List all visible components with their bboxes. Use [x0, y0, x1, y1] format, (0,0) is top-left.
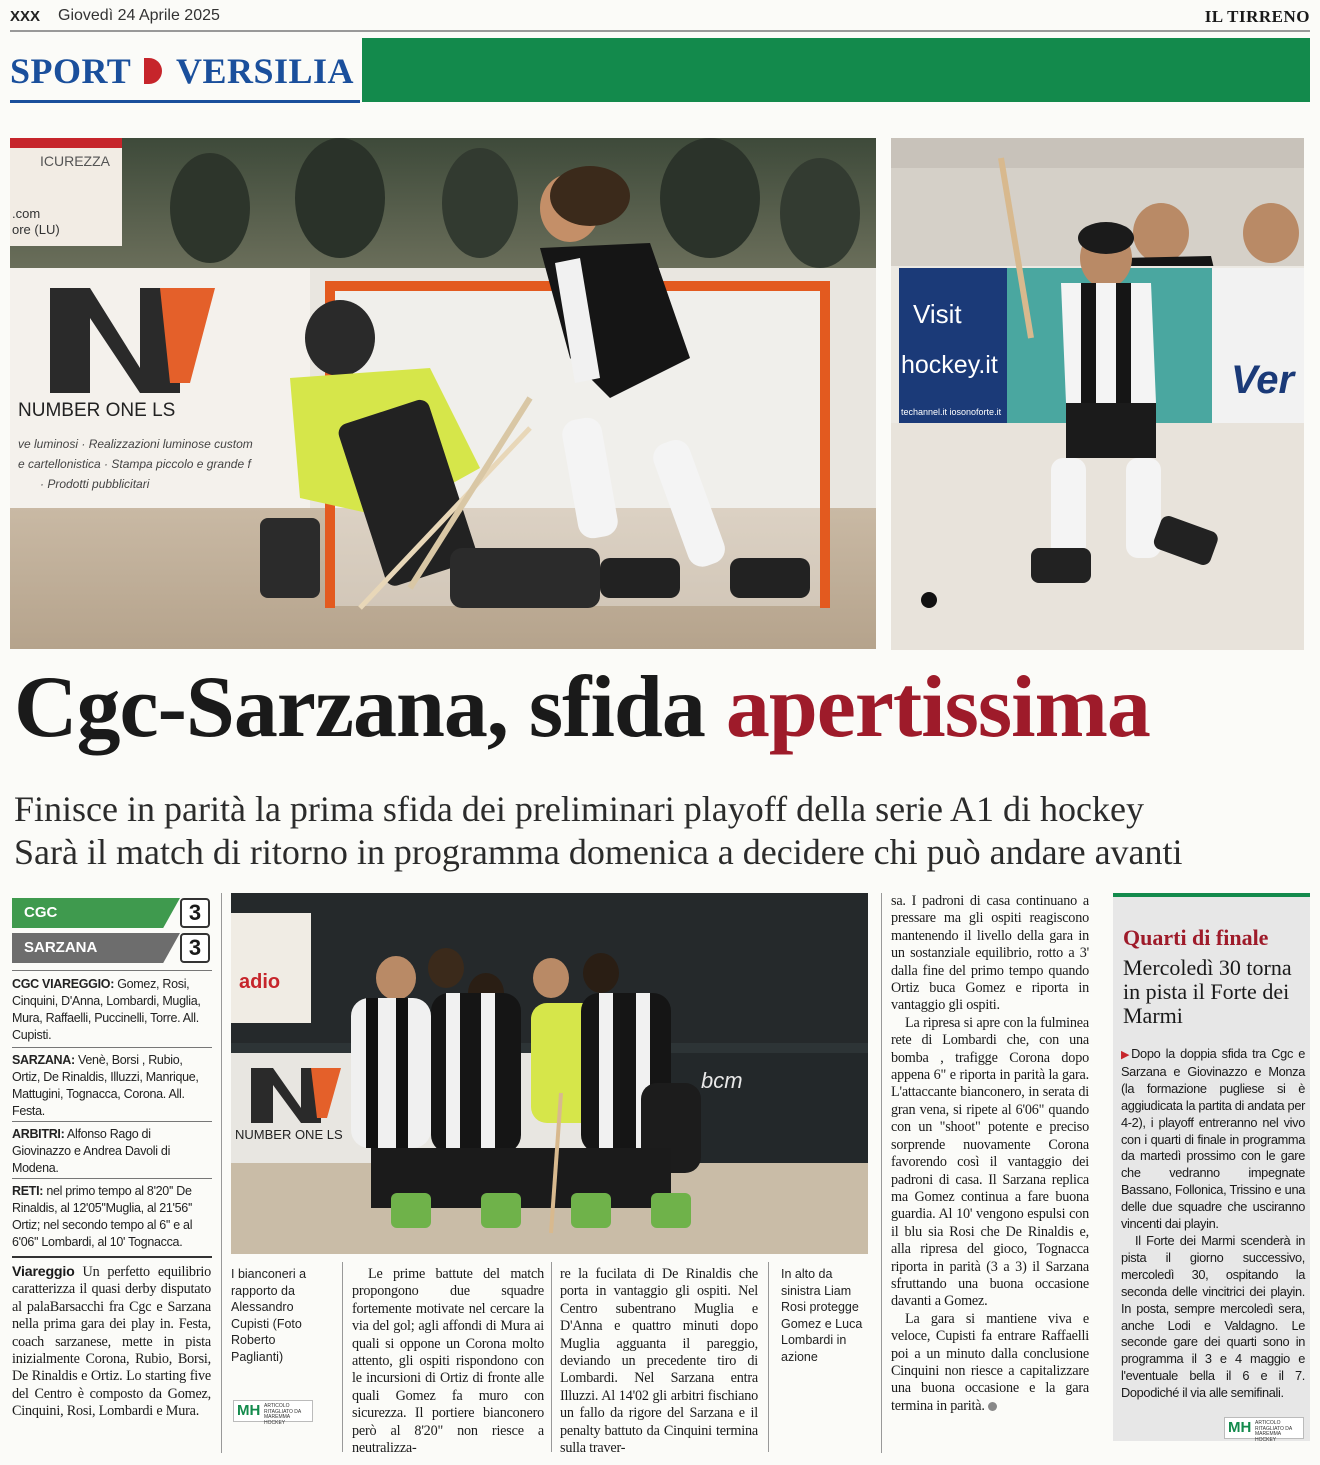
score-away-goals: 3: [180, 933, 210, 963]
article-col4-para3-text: La gara si mantiene viva e veloce, Cupisti fa entrare Raffaelli poi a un minuto dalla conclusione Cinquini non riesce a capitalizzare una buona occasione e la gara termina in parità.: [891, 1310, 1089, 1414]
mh-text: ARTICOLO RITAGLIATO DA MAREMMA HOCKEY: [1255, 1420, 1292, 1443]
goals: [12, 1183, 212, 1251]
score-home-goals: 3: [180, 898, 210, 928]
score-away-team: SARZANA: [24, 939, 98, 956]
banner-line: · Prodotti pubblicitari: [40, 477, 150, 491]
banner-line: Visit: [913, 299, 962, 329]
divider: [12, 1178, 212, 1179]
banner-brand: NUMBER ONE LS: [235, 1127, 343, 1142]
main-photo: [10, 138, 876, 649]
sidebar-body: [1121, 1046, 1305, 1402]
section-underline: [10, 100, 360, 103]
score-home: [12, 898, 210, 928]
banner-line: hockey.it: [901, 351, 998, 379]
article-column-1: [12, 1264, 211, 1421]
divider: [12, 1047, 212, 1048]
goals-text: nel primo tempo al 8'20'' De Rinaldis, al 12'05''Muglia, al 21'56'' Ortiz; nel secondo tempo al 6'' e al 6'06'' Lombardi, al 10' Tognacca.: [12, 1184, 193, 1249]
headline-part2: apertissima: [725, 659, 1150, 756]
maremma-hockey-logo: [233, 1400, 313, 1426]
newspaper-name: IL TIRRENO: [1204, 7, 1310, 26]
side-photo: [891, 138, 1304, 650]
page-header: [10, 4, 1310, 30]
banner-line: techannel.it iosonoforte.it: [901, 407, 1002, 417]
banner-line: bcm: [701, 1068, 743, 1093]
article-dateline: Viareggio: [12, 1264, 75, 1280]
score-home-team: CGC: [24, 904, 58, 921]
page-date: Giovedì 24 Aprile 2025: [58, 7, 220, 24]
column-divider: [342, 1262, 343, 1452]
banner-line: Ver: [1231, 358, 1295, 402]
banner-corner-text: ICUREZZA: [40, 153, 110, 169]
lineup-sarzana-label: SARZANA:: [12, 1053, 75, 1067]
section-color-band: [362, 38, 1310, 102]
article-col4-para1: sa. I padroni di casa continuano a pressare ma gli ospiti reagiscono mantenendo il livello della gara in un sostanziale equilibrio, rotto a 3' dalla fine del primo tempo quando Ortiz buca Gomez e riporta in vantaggio gli ospiti.: [891, 893, 1089, 1014]
headline-part1: Cgc-Sarzana, sfida: [14, 659, 726, 756]
header-divider: [10, 30, 1310, 32]
section-sport: SPORT: [10, 51, 132, 91]
column-divider: [551, 1262, 552, 1452]
mh-mark: MH: [237, 1402, 261, 1419]
divider: [12, 1256, 212, 1258]
column-divider: [881, 893, 882, 1453]
divider: [12, 970, 212, 971]
divider: [12, 1121, 212, 1122]
article-col4-para3: [891, 1311, 1089, 1415]
section-region: VERSILIA: [176, 51, 355, 91]
column-divider: [221, 893, 222, 1453]
photo-caption-group: I bianconeri a rapporto da Alessandro Cupisti (Foto Roberto Paglianti): [231, 1267, 307, 1364]
sidebar-para2: Il Forte dei Marmi scenderà in pista il giorno successivo, mercoledì 30, ospitando la seconda delle vincitrici dei playin. In posta, sempre mercoledì sera, anche Lodi e Valdagno. Le seconde gare dei quarti sono in programma il 3 e 4 maggio e l'eventuale bella il 6 e il 7. Dopodiché il via alle semifinali.: [1121, 1232, 1305, 1401]
lineup-sarzana-text: Venè, Borsi , Rubio, Ortiz, De Rinaldis, Illuzzi, Manrique, Mattugini, Tognacca, Corona. All. Festa.: [12, 1053, 199, 1118]
mh-text: ARTICOLO RITAGLIATO DA MAREMMA HOCKEY: [264, 1403, 301, 1426]
article-column-2: Le prime battute del match propongono due squadre fortemente motivate nel cercare la via del gol; agli affondi di Mura ai quali si oppone un Corona molto attento, gli ospiti rispondono con le incursioni di Ortiz di fronte alle quali Gomez fa muro con sicurezza. Il portiere bianconero però al 8'20" non riesce a neutralizza-: [352, 1266, 544, 1457]
banner-line: ve luminosi · Realizzazioni luminose custom: [18, 437, 253, 451]
page-issue: XXX: [10, 8, 41, 25]
article-col1-text: Un perfetto equilibrio caratterizza il quasi derby disputato al palaBarsacchi fra Cgc e Sarzana nella prima gara dei play in. Festa, coach sarzanese, mette in pista inizialmente Corona, Rubio, Borsi, De Rinaldis e Ortiz. Lo starting five del Centro è composto da Gomez, Cinquini, Rosi, Lombardi e Mura.: [12, 1264, 211, 1420]
score-away: [12, 933, 210, 963]
banner-line: adio: [239, 971, 281, 993]
article-subhead-line1: Finisce in parità la prima sfida dei preliminari playoff della serie A1 di hockey: [14, 789, 1144, 829]
banner-corner-text: ore (LU): [12, 222, 60, 237]
lineup-cgc-label: CGC VIAREGGIO:: [12, 977, 115, 991]
article-headline: [14, 659, 1314, 756]
referees-text: Alfonso Rago di Giovinazzo e Andrea Davoli di Modena.: [12, 1127, 171, 1175]
lineup-sarzana: [12, 1052, 212, 1120]
end-of-article-icon: [988, 1402, 997, 1411]
sidebar-kicker: Quarti di finale: [1123, 925, 1269, 950]
article-column-3: re la fucilata di De Rinaldis che porta in vantaggio gli ospiti. Nel Centro subentrano Muglia e D'Anna e quattro minuti dopo Muglia agguanta il pareggio, deviando un precedente tiro di Lombardi. Nel Sarzana entra Illuzzi. Al 14'02 gli arbitri fischiano un fallo da rigore del Sarzana e il penalty battuto da Cinquini termina sulla traver-: [560, 1266, 758, 1457]
column-divider: [768, 1262, 769, 1452]
mh-mark: MH: [1228, 1419, 1252, 1436]
article-column-4: [891, 893, 1089, 1415]
maremma-hockey-logo: [1224, 1417, 1304, 1443]
photo-caption-top: In alto da sinistra Liam Rosi protegge Gomez e Luca Lombardi in azione: [781, 1267, 863, 1364]
article-subhead-line2: Sarà il match di ritorno in programma domenica a decidere chi può andare avanti: [14, 832, 1183, 872]
lineup-cgc: [12, 976, 212, 1044]
sidebar-title: Mercoledì 30 torna in pista il Forte dei Marmi: [1123, 955, 1292, 1028]
article-col4-para2: La ripresa si apre con la fulminea rete di Lombardi che, con una bomba , trafigge Corona dopo appena 6" e riporta in parità la gara. L'attaccante bianconero, in serata di gran vena, si ripete al 6'06" quando con un "shoot" potente e preciso sorprende nuovamente Corona favorendo così il vantaggio dei padroni di casa. Il Sarzana replica ma Gomez continua a fare buona guardia. Al 10' vengono espulsi con il blu sia Rosi che De Rinaldis e, alla ripresa del gioco, Tognacca riporta in parità (3 a 3) il Sarzana sfruttando una buona occasione davanti a Gomez.: [891, 1014, 1089, 1310]
banner-line: e cartellonistica · Stampa piccolo e grande f: [18, 457, 251, 471]
banner-brand: NUMBER ONE LS: [18, 400, 176, 421]
sidebar-para1: Dopo la doppia sfida tra Cgc e Sarzana e Giovinazzo e Monza (la formazione pugliese si è aggiudicata la partita di andata per 4-2), i playoff entreranno nel vivo con i quarti di finale in programma da martedì prossimo con le gare che vedranno impegnate Bassano, Follonica, Trissino e una delle due squadre che usciranno vincenti dai playin.: [1121, 1046, 1305, 1232]
bullet-triangle-icon: ▶: [1121, 1049, 1132, 1061]
referees-label: ARBITRI:: [12, 1127, 65, 1141]
section-separator-icon: [144, 58, 162, 84]
banner-corner-text: .com: [12, 206, 41, 221]
lineup-cgc-text: Gomez, Rosi, Cinquini, D'Anna, Lombardi, Muglia, Mura, Raffaelli, Puccinelli, Torre. All. Cupisti.: [12, 977, 201, 1042]
goals-label: RETI:: [12, 1184, 44, 1198]
team-huddle-photo: [231, 893, 868, 1254]
referees: [12, 1126, 212, 1177]
